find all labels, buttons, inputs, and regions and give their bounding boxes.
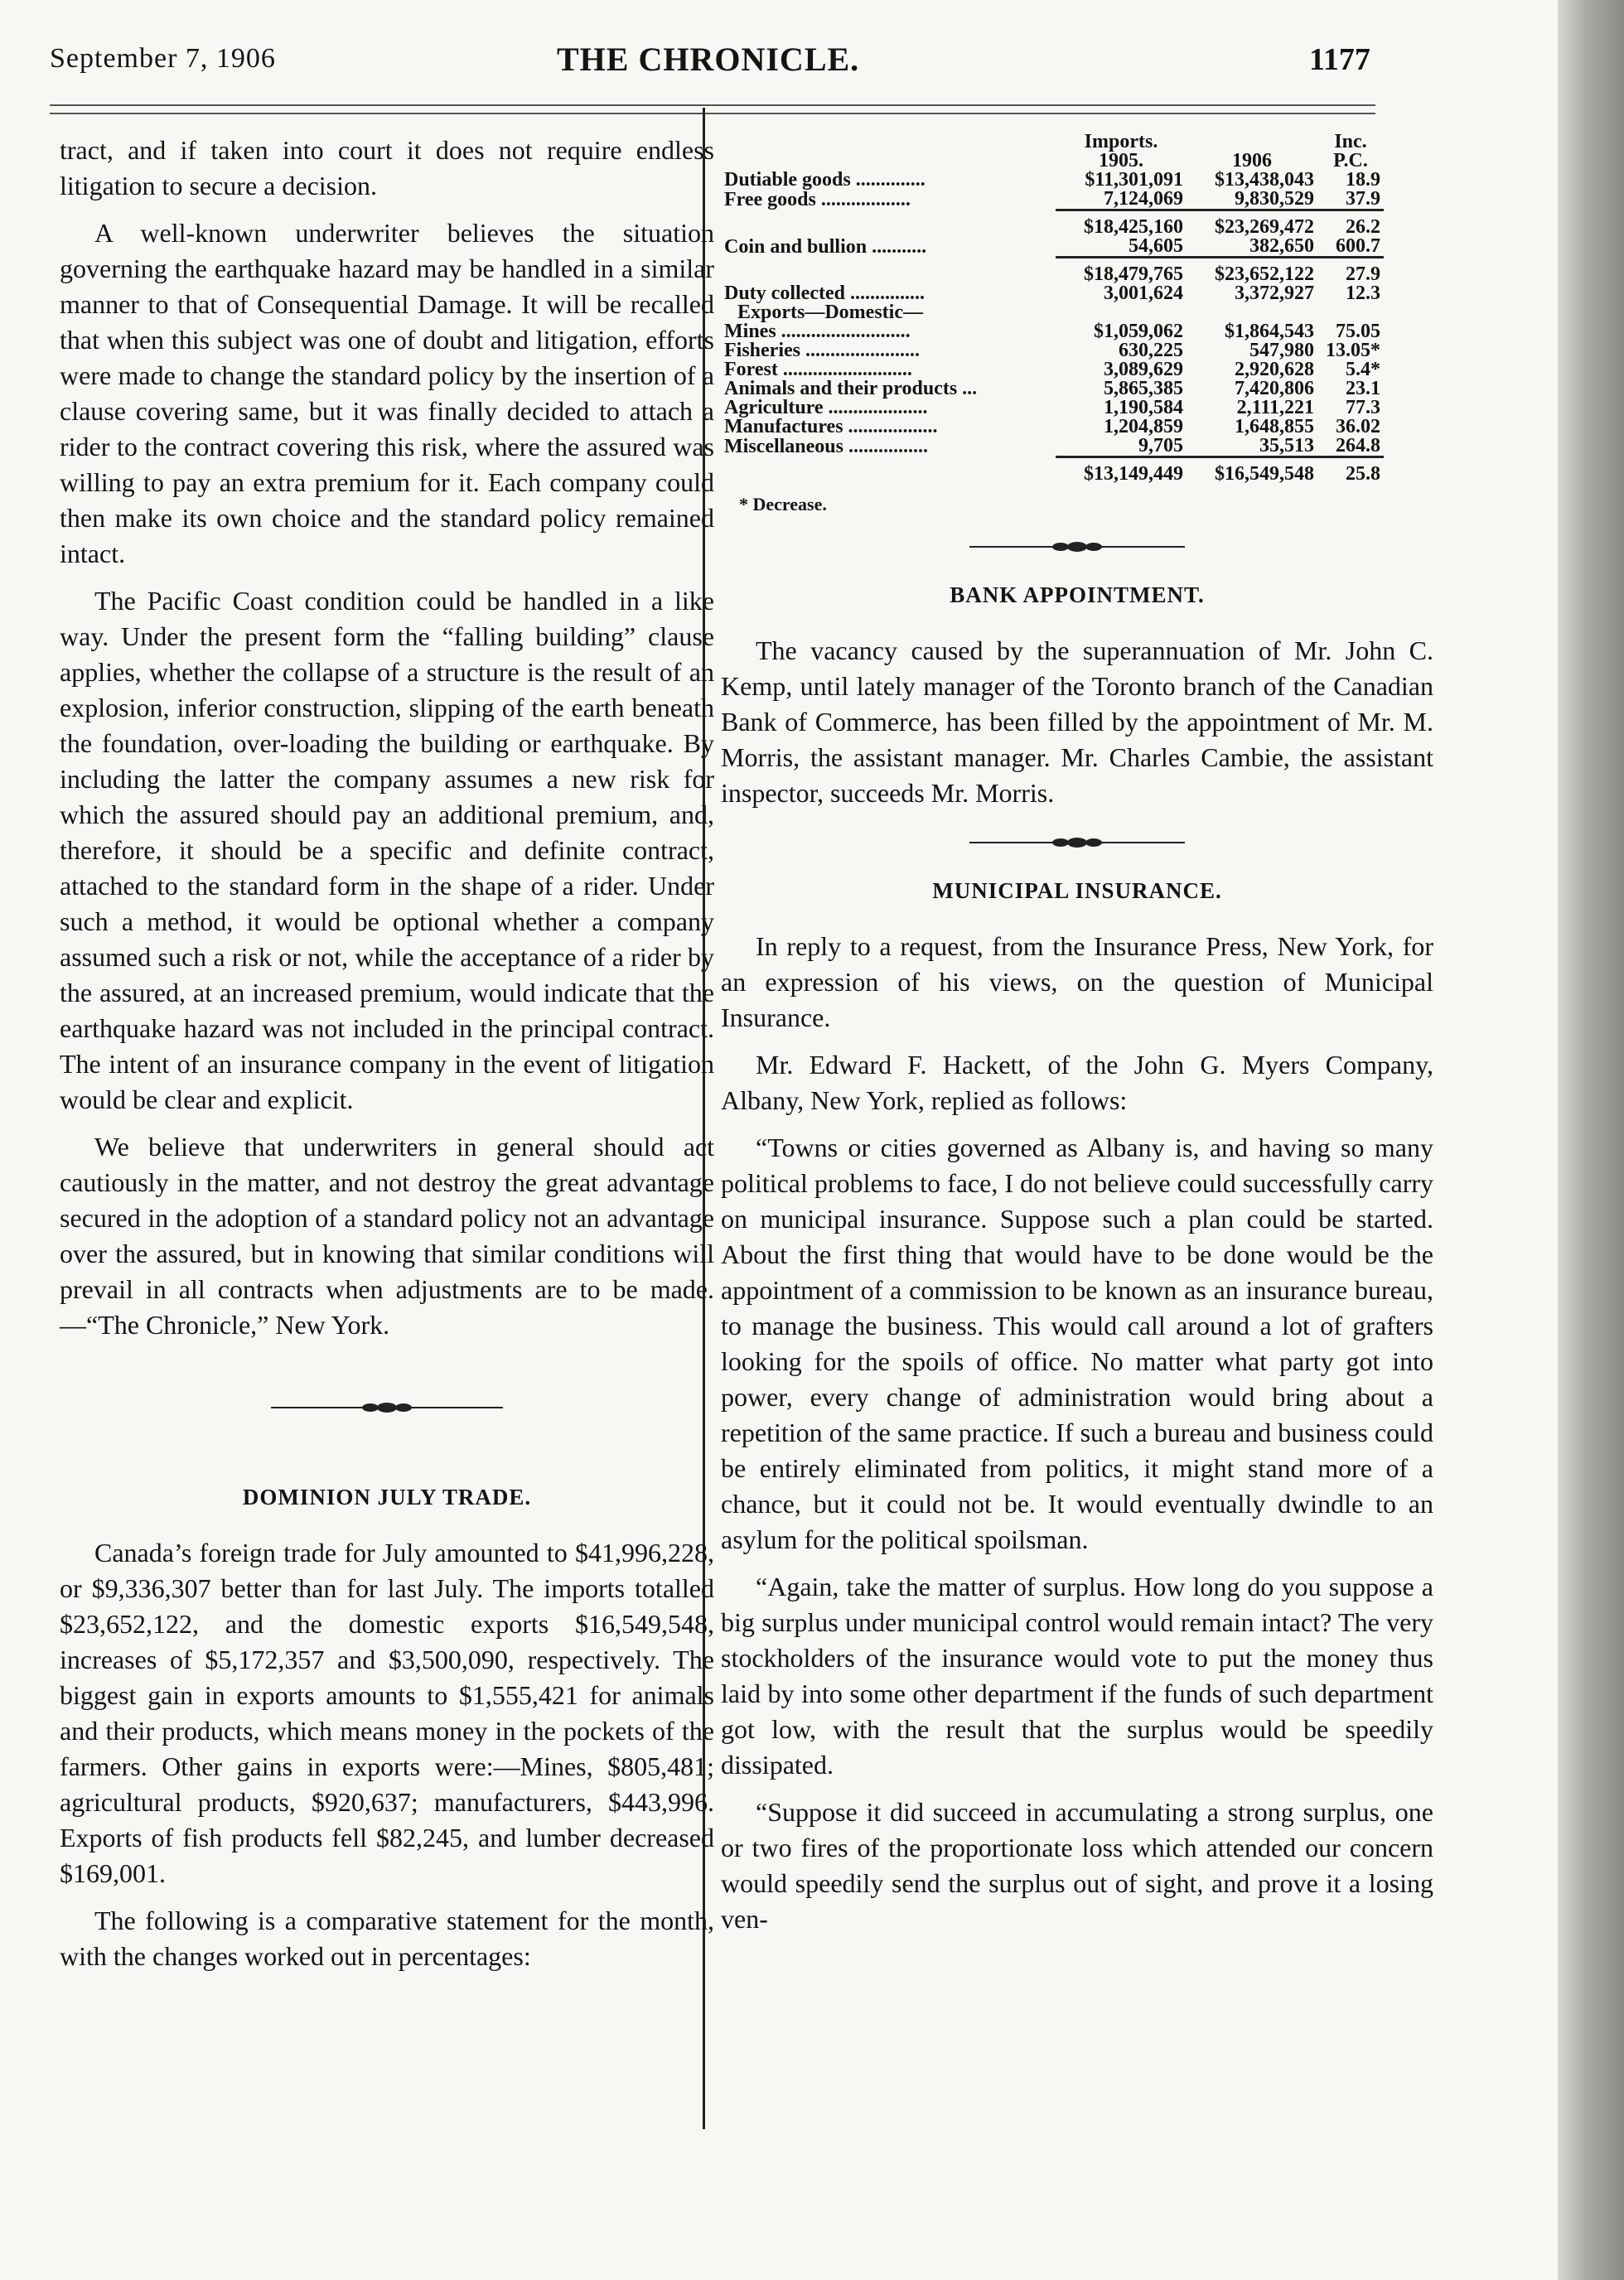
left-paragraph: tract, and if taken into court it does not require endless litigation to secure a decision. [60, 135, 714, 200]
left-paragraph: The Pacific Coast condition could be handled in a like way. Under the present form the “falling building” clause applies, whether the collapse of a structure is the result of an explosion, inferior construction, slipping of the earth beneath the foundation, over-loading the building or earthquake. By including the latter the company assumes a new risk for which the assured should pay an additional premium, and, therefore, it should be a specific and definite contract, attached to the standard form in the shape of a rider. Under such a method, it would be optional whether a company assumed such a risk or not, while the acceptance of a rider by the assured, at an increased premium, would indicate that the earthquake hazard was not included in the principal contract. The intent of an insurance company in the event of litigation would be clear and explicit. [60, 586, 714, 1114]
row-label: Mines .......................... [724, 321, 911, 342]
subtotal-pc: 27.9 [1317, 258, 1384, 285]
row-label: Forest .......................... [724, 359, 912, 380]
row-label: Agriculture .................... [724, 397, 928, 418]
row-label: Free goods .................. [724, 188, 911, 210]
table-header-row [721, 133, 1384, 171]
row-1906: 9,830,529 [1235, 188, 1314, 210]
table-row [721, 360, 1384, 379]
row-pc: 12.3 [1346, 283, 1380, 304]
row-pc: 5.4* [1346, 359, 1380, 380]
header-page-number: 1177 [1309, 42, 1370, 77]
row-pc: 36.02 [1336, 416, 1380, 437]
row-pc: 77.3 [1346, 397, 1380, 418]
table-row [721, 341, 1384, 360]
header-date: September 7, 1906 [50, 43, 276, 74]
row-1906: $13,438,043 [1215, 169, 1314, 191]
row-label: Duty collected ............... [724, 283, 925, 304]
row-1906: 35,513 [1259, 435, 1314, 456]
row-pc: 264.8 [1336, 435, 1380, 456]
left-paragraph: We believe that underwriters in general should act cautiously in the matter, and not destroy the great advantage secured in the adoption of a standard policy not an advantage over the assured, but in knowing that similar conditions will prevail in all contracts when adjustments are to be made. —“The Chronicle,” New York. [60, 1132, 714, 1340]
row-label: Coin and bullion ........... [724, 235, 927, 258]
section-ornament [60, 1401, 714, 1418]
row-1906: 1,648,855 [1235, 416, 1314, 437]
table-footnote: * Decrease. [739, 494, 827, 514]
header-1905: 1905. [1099, 150, 1143, 171]
municipal-paragraph: Mr. Edward F. Hackett, of the John G. Myers Company, Albany, New York, replied as follows: [721, 1050, 1433, 1115]
municipal-paragraph: “Suppose it did succeed in accumulating a strong surplus, one or two fires of the proportionate loss which attended our concern would speedily send the surplus out of sight, and prove it a losing ven- [721, 1797, 1433, 1934]
row-pc: 23.1 [1346, 378, 1380, 399]
bank-paragraph: The vacancy caused by the superannuation of Mr. John C. Kemp, until lately manager of the Toronto branch of the Canadian Bank of Commerce, has been filled by the appointment of Mr. M. Morris, the assistant manager. Mr. Charles Cambie, the assistant inspector, succeeds Mr. Morris. [721, 635, 1433, 808]
row-1905: 630,225 [1119, 340, 1183, 361]
row-1906: 2,111,221 [1236, 397, 1314, 418]
row-1905: $11,301,091 [1085, 169, 1183, 191]
dominion-paragraph: Canada’s foreign trade for July amounted to $41,996,228, or $9,336,307 better than for last July. The imports totalled $23,652,122, and the domestic exports $16,549,548, increases of $5,172,357 and $3,500,090, respectively. The biggest gain in exports amounts to $1,555,421 for animals and their products, which means money in the pockets of the farmers. Other gains in exports were:—Mines, $805,481; agricultural products, $920,637; manufacturers, $443,996. Exports of fish products fell $82,245, and lumber decreased $169,001. [60, 1538, 714, 1888]
table-row [721, 322, 1384, 341]
row-pc: 18.9 [1346, 169, 1380, 191]
row-1905: 3,089,629 [1104, 359, 1183, 380]
subtotal-1905: $18,479,765 [1056, 258, 1187, 285]
row-label: Miscellaneous ................ [724, 435, 928, 457]
table-row [721, 379, 1384, 399]
page-header [50, 43, 1375, 85]
row-1905: 5,865,385 [1104, 378, 1183, 399]
table-total-row [721, 457, 1384, 485]
row-label: Manufactures .................. [724, 416, 938, 437]
row-1905: 1,190,584 [1104, 397, 1183, 418]
table-row [721, 399, 1384, 418]
table-subtotal-row [721, 258, 1384, 285]
row-1906: 547,980 [1249, 340, 1314, 361]
left-column [60, 133, 714, 1986]
header-imports: Imports. [1084, 131, 1158, 152]
municipal-title: MUNICIPAL INSURANCE. [932, 878, 1222, 903]
subtotal-1905: $18,425,160 [1056, 210, 1187, 238]
left-paragraph: A well-known underwriter believes the situation governing the earthquake hazard may be handled in a similar manner to that of Consequential Damage. It will be recalled that when this subject was one of doubt and litigation, efforts were made to change the standard policy by the insertion of a clause covering same, but it was finally decided to attach a rider to the contract covering this risk, where the assured was willing to pay an extra premium for it. Each company could then make its own choice and the standard policy remained intact. [60, 218, 714, 568]
table-group-heading [721, 303, 1384, 322]
table-subtotal-row [721, 210, 1384, 238]
bank-title: BANK APPOINTMENT. [950, 582, 1205, 607]
dominion-paragraph: The following is a comparative statement for the month, with the changes worked out in percentages: [60, 1906, 714, 1971]
table-row [721, 171, 1384, 190]
total-pc: 25.8 [1317, 457, 1384, 485]
row-1905: 1,204,859 [1104, 416, 1183, 437]
ornament-rule-icon [969, 836, 1185, 849]
table-row [721, 284, 1384, 303]
row-1905: 3,001,624 [1104, 283, 1183, 304]
exports-heading: Exports—Domestic— [737, 302, 923, 323]
header-inc: Inc. [1334, 131, 1367, 152]
row-pc: 600.7 [1336, 235, 1380, 257]
ornament-rule-icon [969, 540, 1185, 553]
row-pc: 37.9 [1346, 188, 1380, 210]
header-1906: 1906 [1232, 150, 1272, 171]
right-column [721, 133, 1433, 1949]
table-row [721, 437, 1384, 457]
row-1906: 382,650 [1249, 235, 1314, 257]
trade-table [721, 133, 1384, 484]
row-1906: 7,420,806 [1235, 378, 1314, 399]
page-edge-shadow [1558, 0, 1624, 2280]
table-row [721, 237, 1384, 258]
subtotal-1906: $23,269,472 [1187, 210, 1317, 238]
total-1905: $13,149,449 [1056, 457, 1187, 485]
row-label: Dutiable goods .............. [724, 169, 926, 191]
section-ornament [721, 836, 1433, 853]
municipal-paragraph: “Again, take the matter of surplus. How long do you suppose a big surplus under municipal control would remain intact? The very stockholders of the insurance would vote to put the money thus laid by into some other department if the funds of such department got low, with the result that the surplus would be speedily dissipated. [721, 1572, 1433, 1780]
row-1906: $1,864,543 [1225, 321, 1314, 342]
row-1905: 54,605 [1129, 235, 1183, 257]
ornament-rule-icon [271, 1401, 503, 1414]
row-label: Animals and their products ... [724, 378, 978, 399]
row-1905: $1,059,062 [1094, 321, 1183, 342]
row-pc: 75.05 [1336, 321, 1380, 342]
subtotal-pc: 26.2 [1317, 210, 1384, 238]
dominion-title: DOMINION JULY TRADE. [242, 1485, 532, 1510]
row-label: Fisheries ....................... [724, 340, 920, 361]
header-title: THE CHRONICLE. [557, 41, 860, 78]
total-1906: $16,549,548 [1187, 457, 1317, 485]
header-rule [50, 104, 1375, 114]
row-1906: 2,920,628 [1235, 359, 1314, 380]
section-ornament [721, 540, 1433, 558]
table-row [721, 190, 1384, 210]
row-1905: 7,124,069 [1104, 188, 1183, 210]
row-1905: 9,705 [1138, 435, 1183, 456]
header-pc: P.C. [1333, 150, 1368, 171]
subtotal-1906: $23,652,122 [1187, 258, 1317, 285]
municipal-paragraph: “Towns or cities governed as Albany is, and having so many political problems to face, I do not believe could successfully carry on municipal insurance. Suppose such a plan could be started. About the first thing that would have to be done would be the appointment of a commission to be known as an insurance bureau, to manage the business. This would call around a lot of grafters looking for the spoils of office. No matter what party got into power, every change of administration would bring about a repetition of the same practice. If such a bureau and business could be entirely eliminated from politics, it might stand more of a chance, but it could not be. It would eventually dwindle to an asylum for the political spoilsman. [721, 1133, 1433, 1554]
table-row [721, 418, 1384, 437]
municipal-paragraph: In reply to a request, from the Insurance Press, New York, for an expression of his views, on the question of Municipal Insurance. [721, 931, 1433, 1032]
row-pc: 13.05* [1326, 340, 1380, 361]
row-1906: 3,372,927 [1235, 283, 1314, 304]
